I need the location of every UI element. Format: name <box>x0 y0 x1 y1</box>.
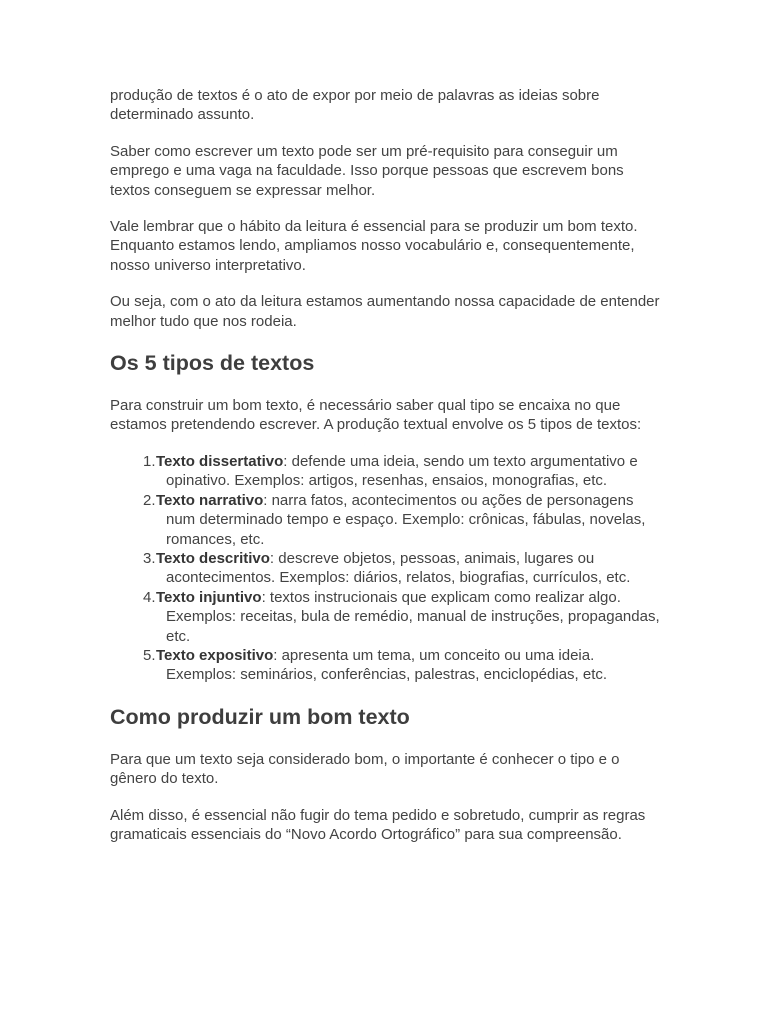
section-heading-types: Os 5 tipos de textos <box>110 351 315 376</box>
list-item-number: 2. <box>143 491 156 509</box>
document-body <box>110 86 665 861</box>
list-item <box>110 452 665 491</box>
section-heading-produce: Como produzir um bom texto <box>110 704 410 729</box>
list-item-description: : apresenta um tema, um conceito ou uma ideia. Exemplos: seminários, conferências, palestras, enciclopédias, etc. <box>166 646 608 684</box>
list-item-number: 3. <box>143 549 156 567</box>
list-item-term: Texto injuntivo <box>156 588 262 606</box>
list-item <box>110 491 665 549</box>
intro-paragraph-4: Ou seja, com o ato da leitura estamos aumentando nossa capacidade de entender melhor tudo que nos rodeia. <box>110 293 660 330</box>
list-item-term: Texto narrativo <box>156 491 264 509</box>
list-item-description: : textos instrucionais que explicam como realizar algo. Exemplos: receitas, bula de remédio, manual de instruções, propagandas, etc. <box>166 588 660 645</box>
list-item-term: Texto expositivo <box>156 646 274 664</box>
list-item-number: 5. <box>143 646 156 664</box>
list-item <box>110 646 665 685</box>
list-item-description: : defende uma ideia, sendo um texto argumentativo e opinativo. Exemplos: artigos, resenhas, ensaios, monografias, etc. <box>166 452 638 490</box>
types-intro-paragraph: Para construir um bom texto, é necessário saber qual tipo se encaixa no que estamos pretendendo escrever. A produção textual envolve os 5 tipos de textos: <box>110 397 642 434</box>
list-item-number: 4. <box>143 588 156 606</box>
list-item <box>110 549 665 588</box>
intro-paragraph-1: produção de textos é o ato de expor por meio de palavras as ideias sobre determinado assunto. <box>110 87 600 124</box>
produce-paragraph-1: Para que um texto seja considerado bom, o importante é conhecer o tipo e o gênero do texto. <box>110 750 620 788</box>
text-types-list <box>110 452 665 685</box>
intro-paragraph-2: Saber como escrever um texto pode ser um pré-requisito para conseguir um emprego e uma vaga na faculdade. Isso porque pessoas que escrevem bons textos conseguem se expressar melhor. <box>110 142 624 199</box>
produce-paragraph-2: Além disso, é essencial não fugir do tema pedido e sobretudo, cumprir as regras gramaticais essenciais do “Novo Acordo Ortográfico” para sua compreensão. <box>110 806 646 843</box>
list-item-term: Texto descritivo <box>156 549 270 567</box>
list-item-description: : narra fatos, acontecimentos ou ações de personagens num determinado tempo e espaço. Exemplo: crônicas, fábulas, novelas, romances, etc. <box>166 491 646 548</box>
list-item <box>110 588 665 646</box>
list-item-term: Texto dissertativo <box>156 452 284 470</box>
list-item-number: 1. <box>143 452 156 470</box>
intro-paragraph-3: Vale lembrar que o hábito da leitura é essencial para se produzir um bom texto. Enquanto estamos lendo, ampliamos nosso vocabulário e, consequentemente, nosso universo interpretativo. <box>110 218 638 274</box>
list-item-description: : descreve objetos, pessoas, animais, lugares ou acontecimentos. Exemplos: diários, relatos, biografias, currículos, etc. <box>166 549 631 587</box>
